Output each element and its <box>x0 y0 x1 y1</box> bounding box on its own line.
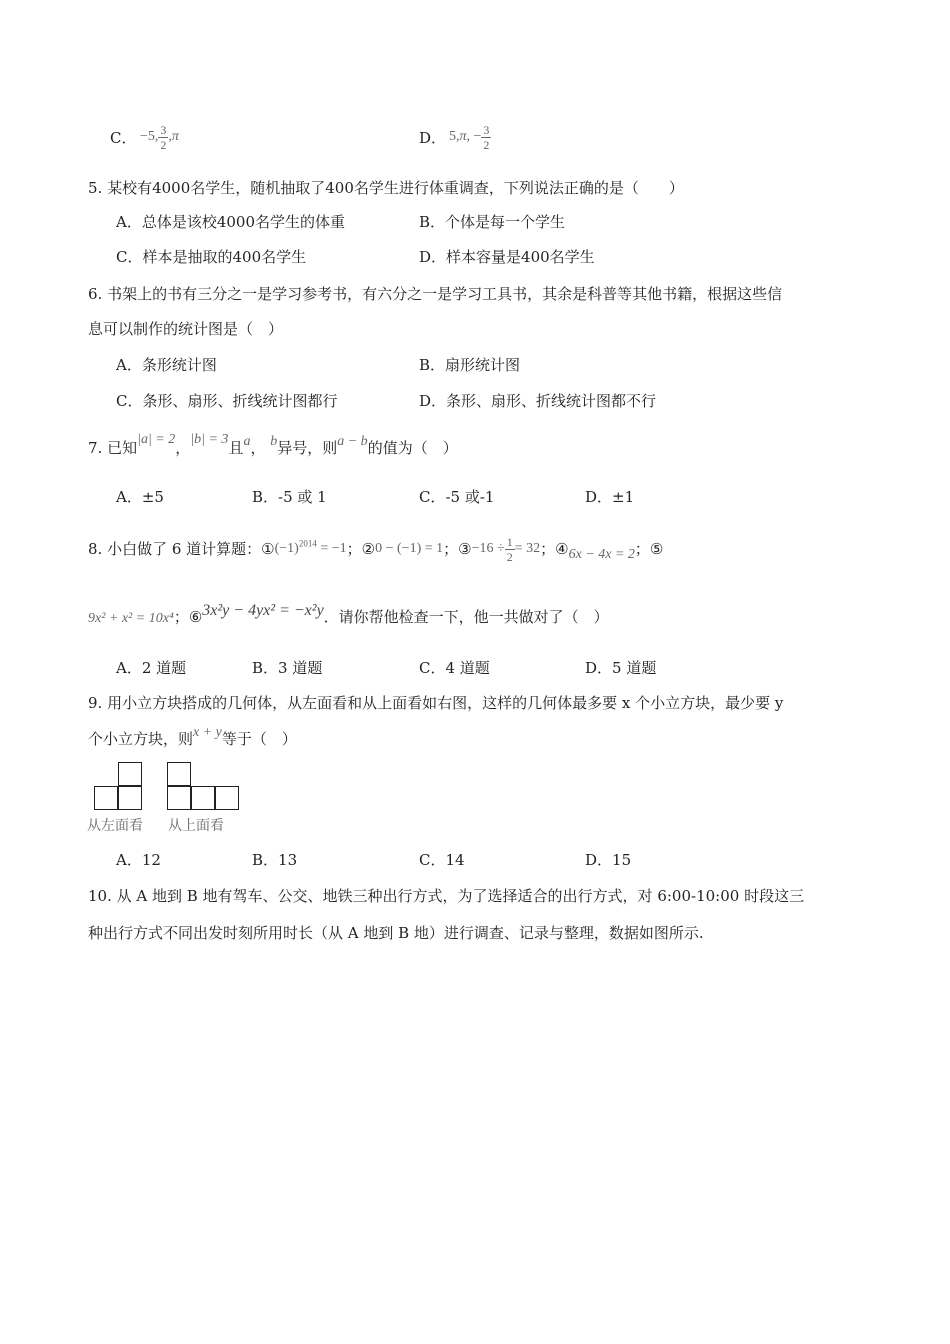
q6-option-b: B．扇形统计图 <box>419 356 521 374</box>
q4-option-d <box>419 128 446 148</box>
q5-option-b: B．个体是每一个学生 <box>419 213 566 231</box>
q5-option-c: C．样本是抽取的400名学生 <box>116 248 307 266</box>
q4-option-d-expr: 5, π , − $\frac{3}{2}$ <box>449 122 490 152</box>
q5-option-a: A．总体是该校4000名学生的体重 <box>116 213 346 231</box>
cube-cell <box>118 786 142 810</box>
math-expr-3: −16 ÷ $\frac{1}{2}$ = 32 <box>471 534 541 564</box>
q5-stem: 5. 某校有4000名学生，随机抽取了400名学生进行体重调查，下列说法正确的是（ ） <box>88 179 684 197</box>
q8-stem-line1: 8. 小白做了 6 道计算题： ① $(-1)^{2014} = -1$ ； ② 0 − (−1) = 1 ； ③ −16 ÷ $\frac{1}{2}$ = 32 ； ④ 6x − 4x = 2 ； ⑤ <box>88 534 664 564</box>
cube-cell <box>167 762 191 786</box>
math-abs-a: |a| = 2 <box>137 432 176 447</box>
q10-stem-line2: 种出行方式不同出发时刻所用时长（从 A 地到 B 地）进行调查、记录与整理，数据如图所示. <box>88 924 704 942</box>
math-expr-4: 6x − 4x = 2 <box>568 547 635 562</box>
q7-stem: 7. 已知|a| = 2，|b| = 3且a， b异号，则a − b的值为（ ） <box>88 432 458 457</box>
left-view-figure <box>94 762 144 810</box>
q9-stem-line2: 个小立方块，则x + y等于（ ） <box>88 725 297 748</box>
cube-cell <box>94 786 118 810</box>
option-label: D． <box>419 129 447 147</box>
q6-option-c: C．条形、扇形、折线统计图都行 <box>116 392 338 410</box>
q8-stem-line2: 9x² + x² = 10x⁴ ； ⑥ 3x²y − 4yx² = −x²y ．请你帮他检查一下，他一共做对了（ ） <box>88 602 609 632</box>
math-x-plus-y: x + y <box>193 725 222 740</box>
q7-option-a: A．±5 <box>116 488 164 506</box>
q7-option-d: D．±1 <box>585 488 635 506</box>
cube-cell <box>191 786 215 810</box>
q8-option-b: B．3 道题 <box>252 659 323 677</box>
math-expr-6: 3x²y − 4yx² = −x²y <box>202 602 324 619</box>
math-expr-1: $(-1)^{2014} = -1$ <box>274 538 347 556</box>
top-view-figure <box>167 762 242 810</box>
q6-option-d: D．条形、扇形、折线统计图都不行 <box>419 392 657 410</box>
option-label: C． <box>110 129 137 147</box>
cube-cell <box>215 786 239 810</box>
q9-option-a: A．12 <box>116 851 161 869</box>
q9-option-d: D．15 <box>585 851 632 869</box>
q6-option-a: A．条形统计图 <box>116 356 217 374</box>
q10-stem-line1: 10. 从 A 地到 B 地有驾车、公交、地铁三种出行方式，为了选择适合的出行方式，对 6:00-10:00 时段这三 <box>88 887 805 905</box>
q7-option-c: C．-5 或-1 <box>419 488 495 506</box>
q6-stem-line1: 6. 书架上的书有三分之一是学习参考书，有六分之一是学习工具书，其余是科普等其他书籍，根据这些信 <box>88 285 783 303</box>
q8-option-d: D．5 道题 <box>585 659 657 677</box>
q8-option-c: C．4 道题 <box>419 659 490 677</box>
math-abs-b: |b| = 3 <box>190 432 229 447</box>
math-a-minus-b: a − b <box>337 434 368 449</box>
q7-option-b: B．-5 或 1 <box>252 488 327 506</box>
caption-left-view: 从左面看 <box>87 818 143 834</box>
q8-option-a: A．2 道题 <box>116 659 187 677</box>
q9-option-b: B．13 <box>252 851 298 869</box>
cube-cell <box>167 786 191 810</box>
caption-top-view: 从上面看 <box>168 818 224 834</box>
q5-option-d: D．样本容量是400名学生 <box>419 248 595 266</box>
cube-cell <box>118 762 142 786</box>
q9-option-c: C．14 <box>419 851 465 869</box>
math-expr-5: 9x² + x² = 10x⁴ <box>88 611 174 626</box>
q4-option-c <box>110 128 136 148</box>
math-expr-2: 0 − (−1) = 1 <box>375 541 444 556</box>
q6-stem-line2: 息可以制作的统计图是（ ） <box>88 320 284 338</box>
q4-option-c-expr: −5, $\frac{3}{2}$ , π <box>140 122 179 152</box>
q9-stem-line1: 9. 用小立方块搭成的几何体，从左面看和从上面看如右图，这样的几何体最多要 x 个小立方块，最少要 y <box>88 694 784 712</box>
